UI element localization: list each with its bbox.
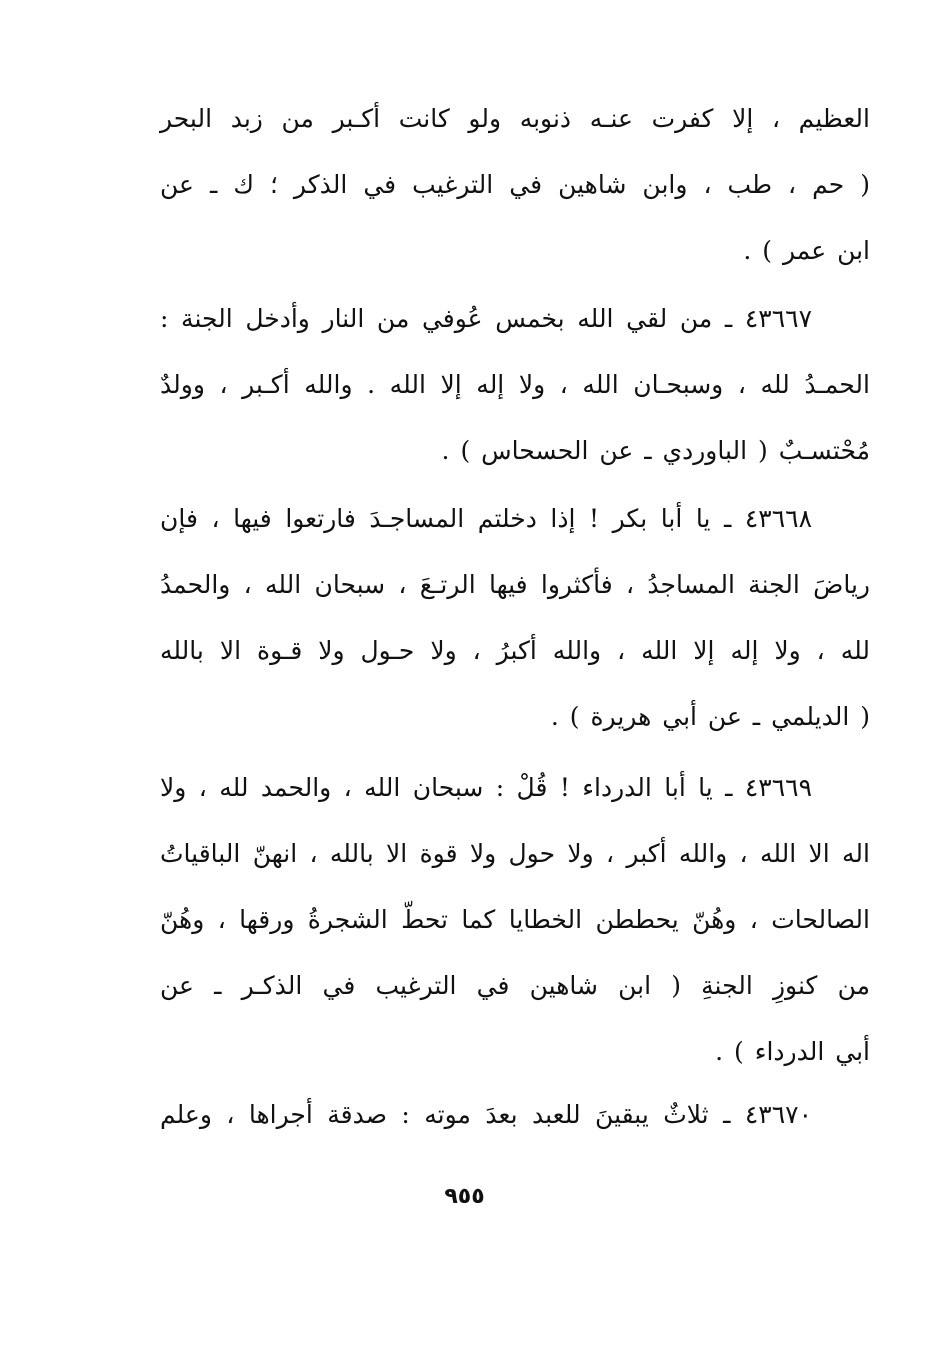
text-line: الحمـدُ لله ، وسبحـان الله ، ولا إله إلا الله . والله أكـبر ، وولدٌ (160, 370, 870, 399)
text-line: ٤٣٦٦٧ ـ من لقي الله بخمس عُوفي من النار وأدخل الجنة : (160, 304, 812, 333)
text-line: ابن عمر ) . (743, 236, 870, 265)
text-line: ( الديلمي ـ عن أبي هريرة ) . (550, 702, 870, 731)
paragraph-hadith-43669 (160, 755, 870, 1085)
text-line: من كنوزِ الجنةِ ( ابن شاهين في الترغيب في الذكـر ـ عن (160, 971, 870, 1000)
paragraph-continuation (160, 86, 870, 284)
text-line: العظيم ، إلا كفرت عنـه ذنوبه ولو كانت أكـبر من زبد البحر (160, 104, 870, 133)
text-line: الصالحات ، وهُنّ يحططن الخطايا كما تحطّ الشجرةُ ورقها ، وهُنّ (160, 905, 870, 934)
page-number: ٩٥٥ (444, 1184, 485, 1209)
text-line: ٤٣٦٧٠ ـ ثلاثٌ يبقينَ للعبد بعدَ موته : صدقة أجراها ، وعلم (160, 1100, 812, 1129)
text-line: اله الا الله ، والله أكبر ، ولا حول ولا قوة الا بالله ، انهنّ الباقياتُ (160, 839, 870, 868)
text-line: ( حم ، طب ، وابن شاهين في الترغيب في الذكر ؛ ك ـ عن (160, 170, 870, 199)
text-line: ٤٣٦٦٩ ـ يا أبا الدرداء ! قُلْ : سبحان الله ، والحمد لله ، ولا (160, 773, 812, 802)
text-line: لله ، ولا إله إلا الله ، والله أكبرُ ، ولا حـول ولا قـوة الا بالله (160, 636, 870, 665)
text-line: مُحْتسـبٌ ( الباوردي ـ عن الحسحاس ) . (441, 436, 870, 465)
text-line: رياضَ الجنة المساجدُ ، فأكثروا فيها الرتـعَ ، سبحان الله ، والحمدُ (160, 570, 870, 599)
text-line: أبي الدرداء ) . (715, 1037, 870, 1066)
text-line: ٤٣٦٦٨ ـ يا أبا بكر ! إذا دخلتم المساجـدَ فارتعوا فيها ، فإن (160, 504, 812, 533)
paragraph-hadith-43667 (160, 286, 870, 484)
paragraph-hadith-43670 (160, 1082, 870, 1148)
paragraph-hadith-43668 (160, 486, 870, 750)
